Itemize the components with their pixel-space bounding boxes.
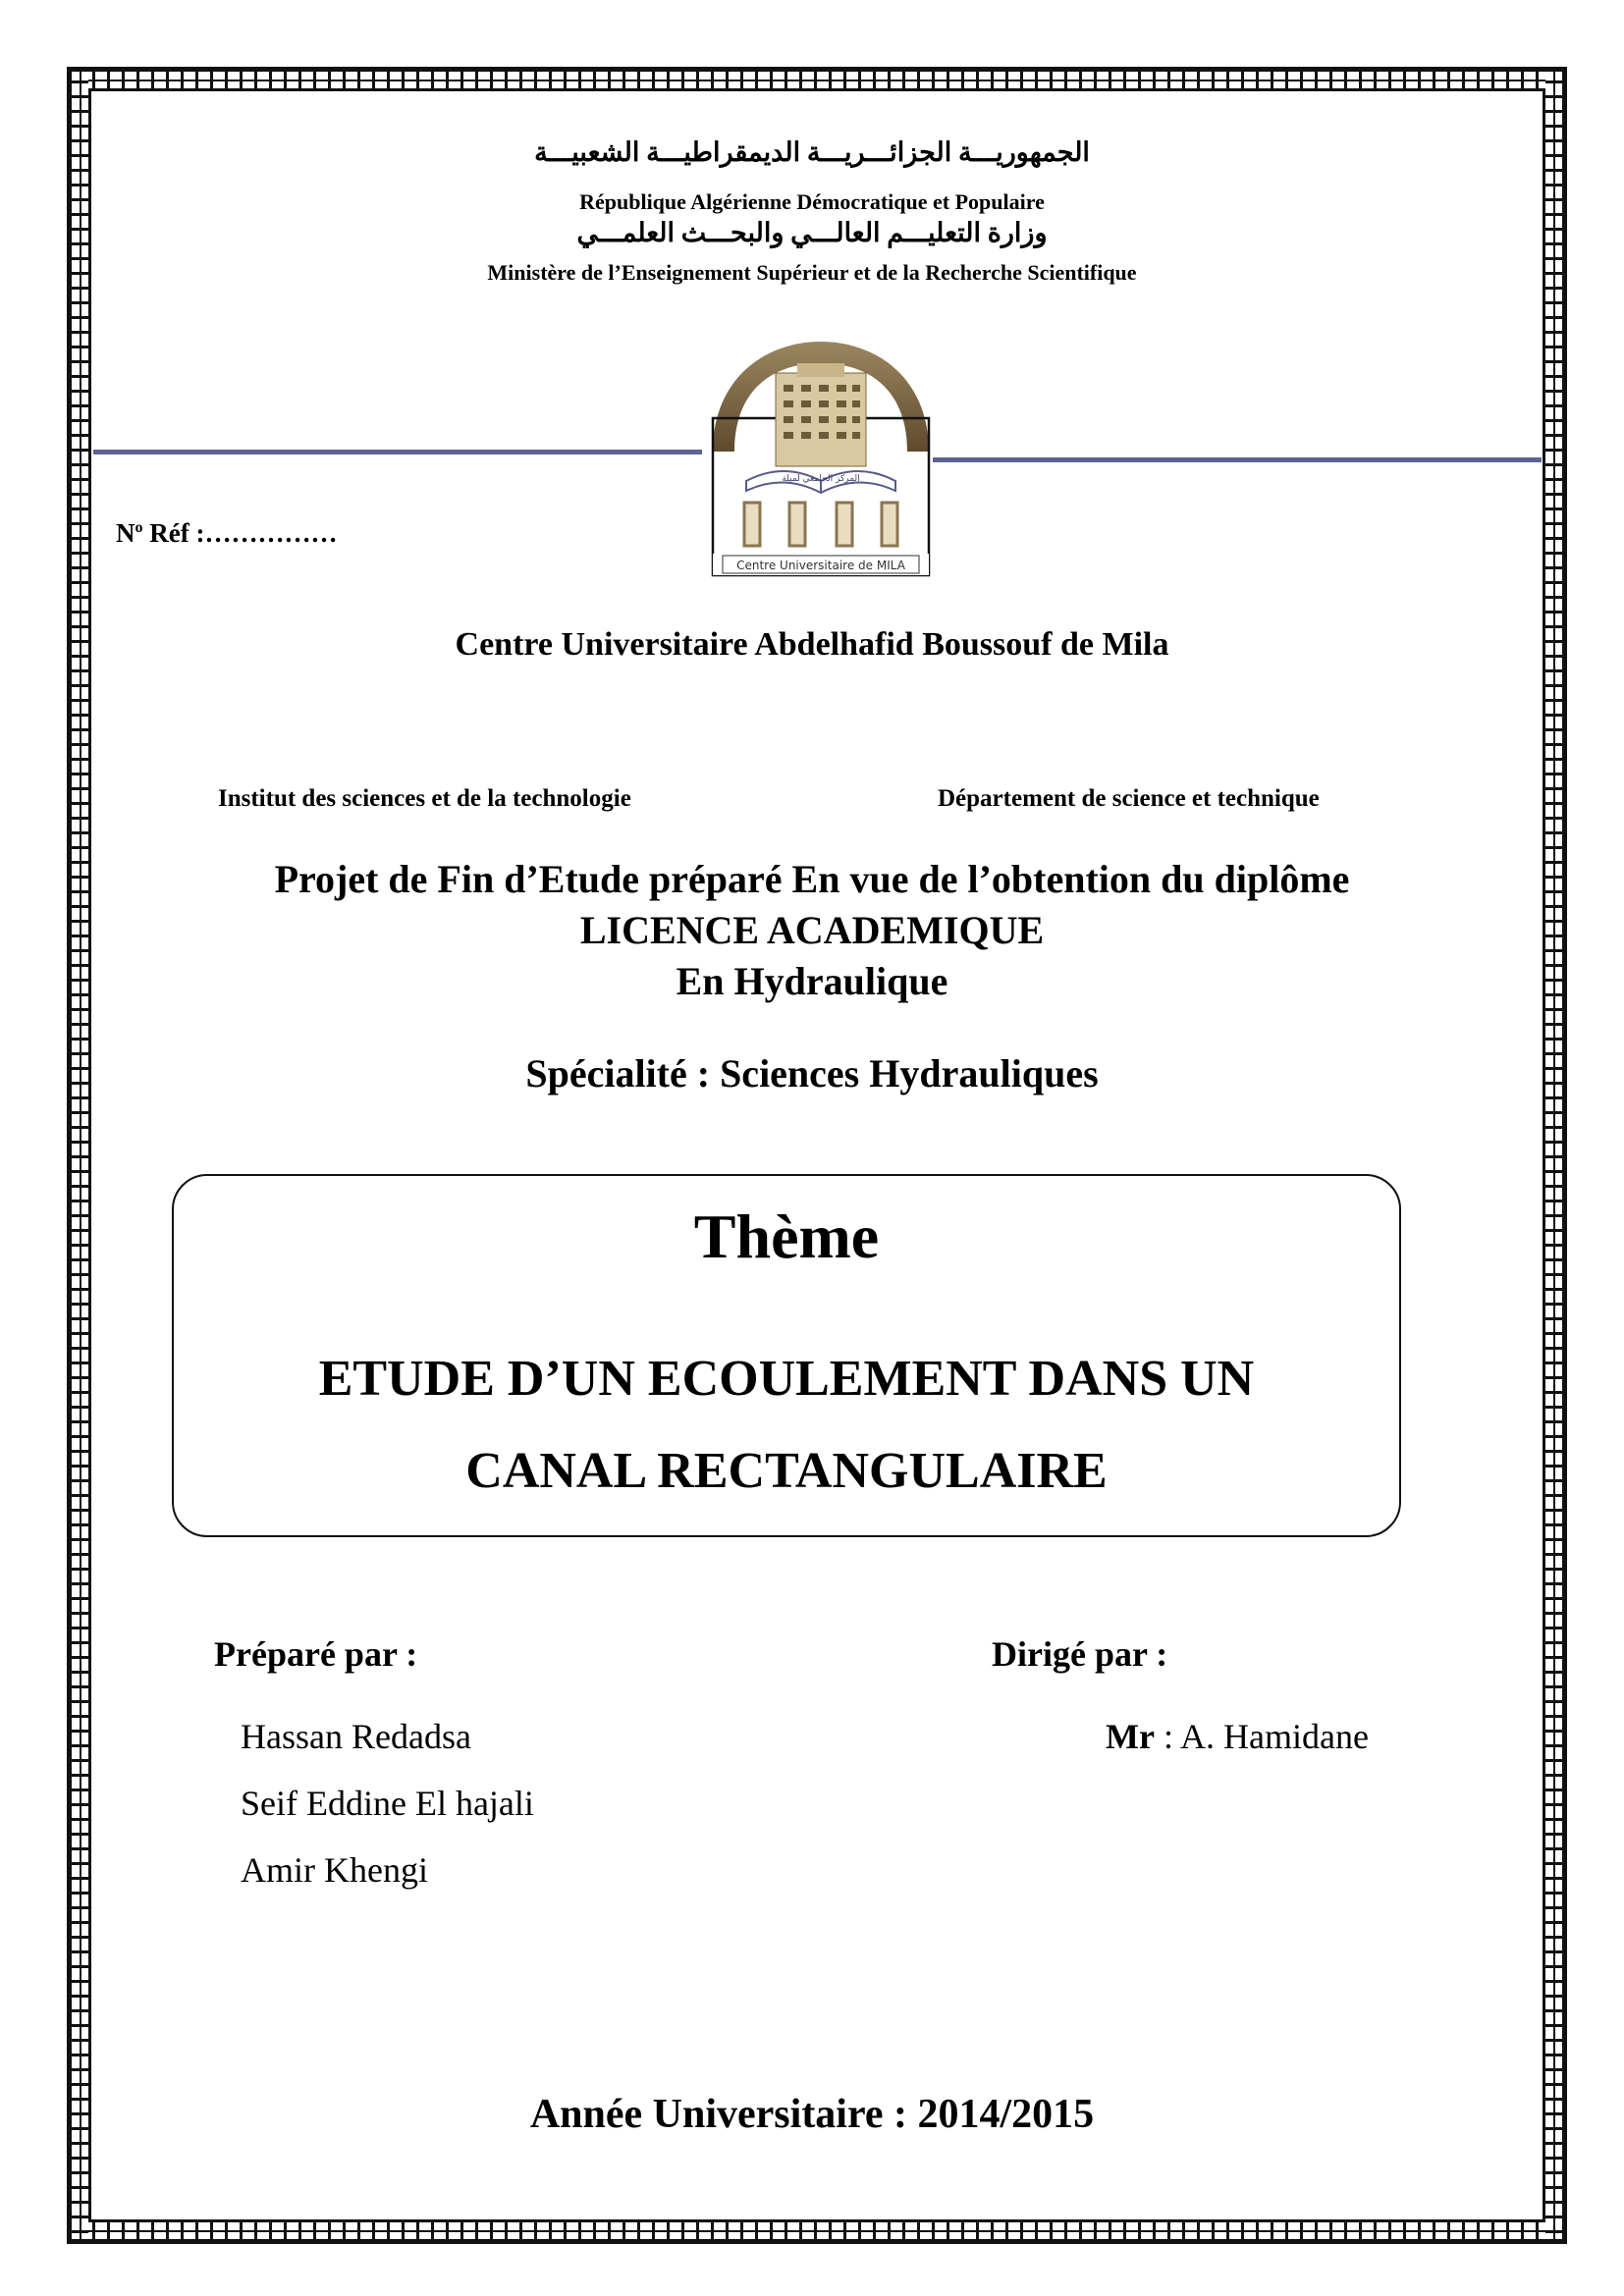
- theme-title-line-1: ETUDE D’UN ECOULEMENT DANS UN: [318, 1351, 1255, 1407]
- institut-name: Institut des sciences et de la technologie: [218, 785, 631, 812]
- frame-band-left: [72, 72, 88, 2239]
- diploma-line-3: En Hydraulique: [676, 959, 948, 1003]
- arabic-republic-heading: الجمهوريـــة الجزائـــريـــة الديمقراطيـــة الشعبيـــة: [534, 137, 1090, 167]
- academic-year: Année Universitaire : 2014/2015: [529, 2092, 1095, 2137]
- frame-band-top: [72, 72, 1562, 88]
- directed-by-label: Dirigé par :: [992, 1634, 1168, 1674]
- diploma-line-2: LICENCE ACADEMIQUE: [579, 908, 1045, 952]
- university-logo: [707, 334, 935, 581]
- header-rule-left: [93, 450, 702, 454]
- departement-name: Département de science et technique: [938, 785, 1320, 812]
- arabic-ministry-heading: وزارة التعليـــم العالـــي والبحـــث العلمـــي: [576, 218, 1048, 247]
- student-name: Seif Eddine El hajali: [241, 1784, 534, 1823]
- frame-band-bottom: [72, 2222, 1562, 2239]
- student-name: Hassan Redadsa: [241, 1717, 471, 1756]
- university-name: Centre Universitaire Abdelhafid Boussouf de Mila: [455, 626, 1169, 663]
- svg-text:المركز الجامعي لميلة: المركز الجامعي لميلة: [782, 474, 860, 484]
- specialite: Spécialité : Sciences Hydrauliques: [525, 1051, 1099, 1095]
- logo-caption: Centre Universitaire de MILA: [736, 559, 905, 572]
- frame-band-right: [1545, 72, 1562, 2239]
- republic-heading: République Algérienne Démocratique et Populaire: [579, 189, 1045, 214]
- header-rule-right: [933, 457, 1542, 462]
- diploma-line-1: Projet de Fin d’Etude préparé En vue de l’obtention du diplôme: [274, 857, 1350, 901]
- prepared-by-label: Préparé par :: [214, 1634, 418, 1674]
- ministry-heading: Ministère de l’Enseignement Supérieur et de la Recherche Scientifique: [487, 260, 1137, 285]
- theme-title-line-2: CANAL RECTANGULAIRE: [465, 1443, 1108, 1499]
- director-name: Mr : A. Hamidane: [1106, 1717, 1369, 1756]
- reference-number: $N^o$ Réf :……………: [116, 518, 338, 548]
- theme-label: Thème: [693, 1201, 880, 1271]
- student-name: Amir Khengi: [241, 1850, 428, 1890]
